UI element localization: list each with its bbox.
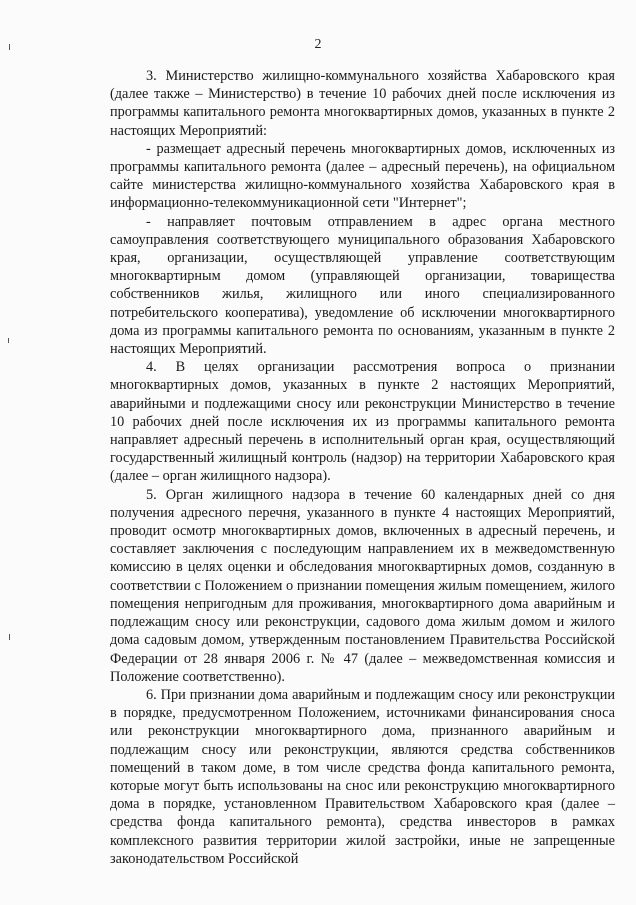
paragraph-3: 3. Министерство жилищно-коммунального хозяйства Хабаровского края (далее также – Министерство) в течение 10 рабочих дней после исключения из программы капитального ремонта многоквартирных домов, указанных в пункте 2 настоящих Мероприятий: [110, 68, 615, 139]
page-number: 2 [314, 37, 322, 52]
paragraph-6: 6. При признании дома аварийным и подлежащим сносу или реконструкции в порядке, предусмотренном Положением, источниками финансирования сноса или реконструкции многоквартирного дома, признанного аварийным и подлежащим сносу или реконструкции, являются средства собственников помещений в таком доме, в том числе средства фонда капитального ремонта, которые могут быть использованы на снос или реконструкцию многоквартирного дома в порядке, установленном Правительством Хабаровского края (далее – средства фонда капитального ремонта), средства инвесторов в рамках комплексного развития территории жилой застройки, иные не запрещенные законодательством Российской [110, 686, 615, 867]
scan-margin-mark [8, 338, 9, 343]
paragraph-5: 5. Орган жилищного надзора в течение 60 календарных дней со дня получения адресного перечня, указанного в пункте 4 настоящих Мероприятий, проводит осмотр многоквартирных домов, включенных в адресный перечень, и составляет заключения с последующим направлением их в межведомственную комиссию в целях оценки и обследования многоквартирных домов, созданную в соответствии с Положением о признании помещения жилым помещением, жилого помещения непригодным для проживания, многоквартирного дома аварийным и подлежащим сносу или реконструкции, садового дома жилым домом и жилого дома садовым домом, утвержденным постановлением Правительства Российской Федерации от 28 января 2006 г. № 47 (далее – межведомственная комиссия и Положение соответственно). [110, 486, 615, 685]
paragraph-3-bullet-1: - размещает адресный перечень многоквартирных домов, исключенных из программы капитального ремонта (далее – адресный перечень), на официальном сайте министерства жилищно-коммунального хозяйства Хабаровского края в информационно-телекоммуникационной сети "Интернет"; [110, 140, 615, 212]
paragraph-4: 4. В целях организации рассмотрения вопроса о признании многоквартирных домов, указанных в пункте 2 настоящих Мероприятий, аварийными и подлежащими сносу или реконструкции Министерство в течение 10 рабочих дней после исключения их из программы капитального ремонта направляет адресный перечень в исполнительный орган края, осуществляющий государственный жилищный контроль (надзор) на территории Хабаровского края (далее – орган жилищного надзора). [110, 359, 615, 485]
document-body [110, 67, 615, 868]
paragraph-3-bullet-2: - направляет почтовым отправлением в адрес органа местного самоуправления соответствующего муниципального образования Хабаровского края, организации, осуществляющей управление соответствующим многоквартирным домом (управляющей организации, товарищества собственников жилья, жилищного или иного специализированного потребительского кооператива), уведомление об исключении многоквартирного дома из программы капитального ремонта по основаниям, указанным в пункте 2 настоящих Мероприятий. [110, 213, 615, 358]
scan-margin-mark [9, 634, 10, 640]
